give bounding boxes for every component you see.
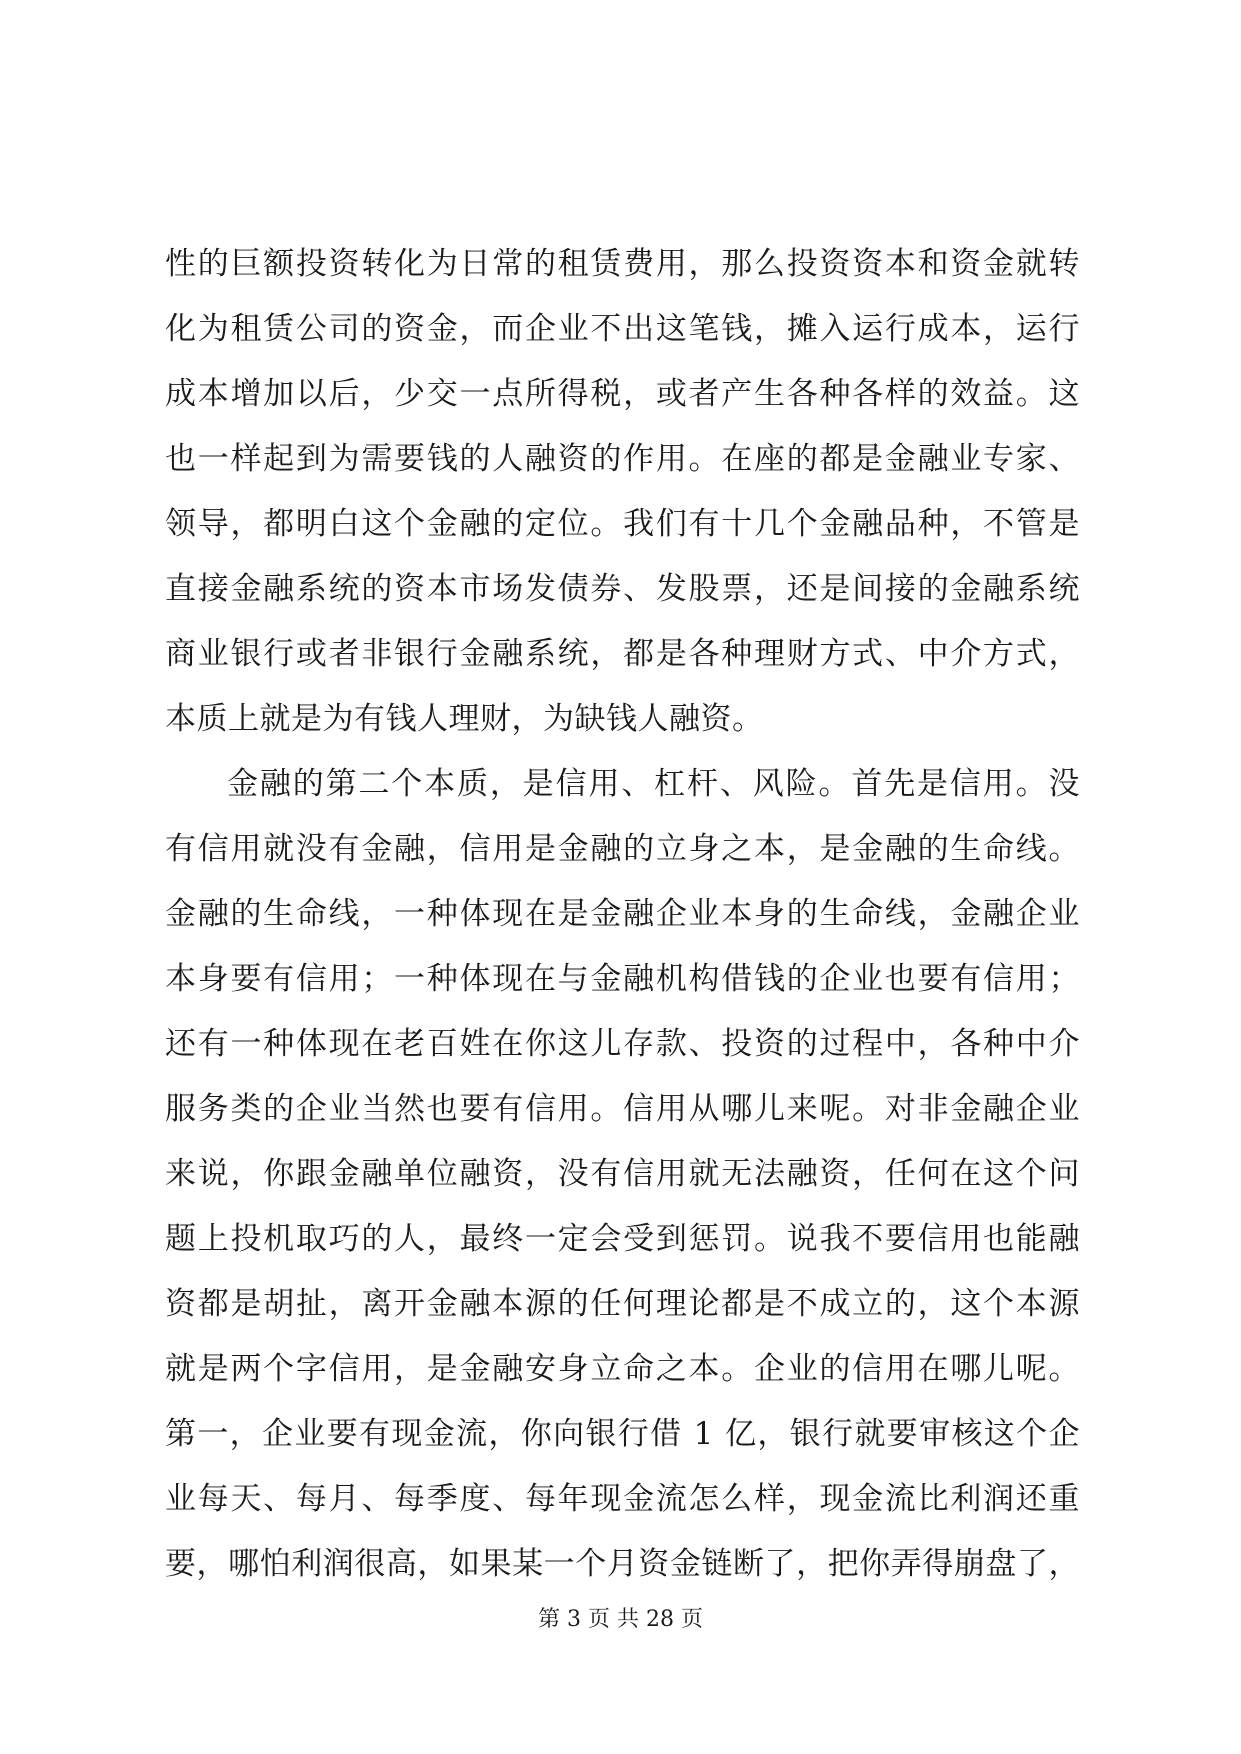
paragraph-1-line-7: 商业银行或者非银行金融系统，都是各种理财方式、中介方式， bbox=[165, 636, 1080, 672]
paragraph-2-line-5: 还有一种体现在老百姓在你这儿存款、投资的过程中，各种中介 bbox=[165, 1026, 1080, 1062]
paragraph-1-line-4: 也一样起到为需要钱的人融资的作用。在座的都是金融业专家、 bbox=[165, 441, 1080, 477]
paragraph-2-line-4: 本身要有信用；一种体现在与金融机构借钱的企业也要有信用； bbox=[165, 961, 1080, 997]
paragraph-2-line-1: 金融的第二个本质，是信用、杠杆、风险。首先是信用。没 bbox=[227, 766, 1080, 802]
paragraph-1-line-8: 本质上就是为有钱人理财，为缺钱人融资。 bbox=[165, 701, 764, 737]
paragraph-2-line-8: 题上投机取巧的人，最终一定会受到惩罚。说我不要信用也能融 bbox=[165, 1221, 1080, 1257]
paragraph-1-line-3: 成本增加以后，少交一点所得税，或者产生各种各样的效益。这 bbox=[165, 376, 1080, 412]
paragraph-2-line-9: 资都是胡扯，离开金融本源的任何理论都是不成立的，这个本源 bbox=[165, 1286, 1080, 1322]
page-number-footer: 第 3 页 共 28 页 bbox=[538, 1607, 703, 1632]
paragraph-1-line-5: 领导，都明白这个金融的定位。我们有十几个金融品种，不管是 bbox=[165, 506, 1080, 542]
paragraph-2-line-3: 金融的生命线，一种体现在是金融企业本身的生命线，金融企业 bbox=[165, 896, 1080, 932]
paragraph-2-line-13: 要，哪怕利润很高，如果某一个月资金链断了，把你弄得崩盘了， bbox=[165, 1546, 1080, 1582]
paragraph-1-line-2: 化为租赁公司的资金，而企业不出这笔钱，摊入运行成本，运行 bbox=[165, 311, 1080, 347]
paragraph-2-line-11: 第一，企业要有现金流，你向银行借 1 亿，银行就要审核这个企 bbox=[165, 1416, 1080, 1452]
document-body bbox=[165, 232, 1080, 1597]
paragraph-2-line-2: 有信用就没有金融，信用是金融的立身之本，是金融的生命线。 bbox=[165, 831, 1080, 867]
paragraph-2-line-12: 业每天、每月、每季度、每年现金流怎么样，现金流比利润还重 bbox=[165, 1481, 1080, 1517]
paragraph-2-line-7: 来说，你跟金融单位融资，没有信用就无法融资，任何在这个问 bbox=[165, 1156, 1080, 1192]
paragraph-2-line-10: 就是两个字信用，是金融安身立命之本。企业的信用在哪儿呢。 bbox=[165, 1351, 1080, 1387]
paragraph-1-line-1: 性的巨额投资转化为日常的租赁费用，那么投资资本和资金就转 bbox=[165, 246, 1080, 282]
paragraph-2-line-6: 服务类的企业当然也要有信用。信用从哪儿来呢。对非金融企业 bbox=[165, 1091, 1080, 1127]
paragraph-1-line-6: 直接金融系统的资本市场发债券、发股票，还是间接的金融系统 bbox=[165, 571, 1080, 607]
